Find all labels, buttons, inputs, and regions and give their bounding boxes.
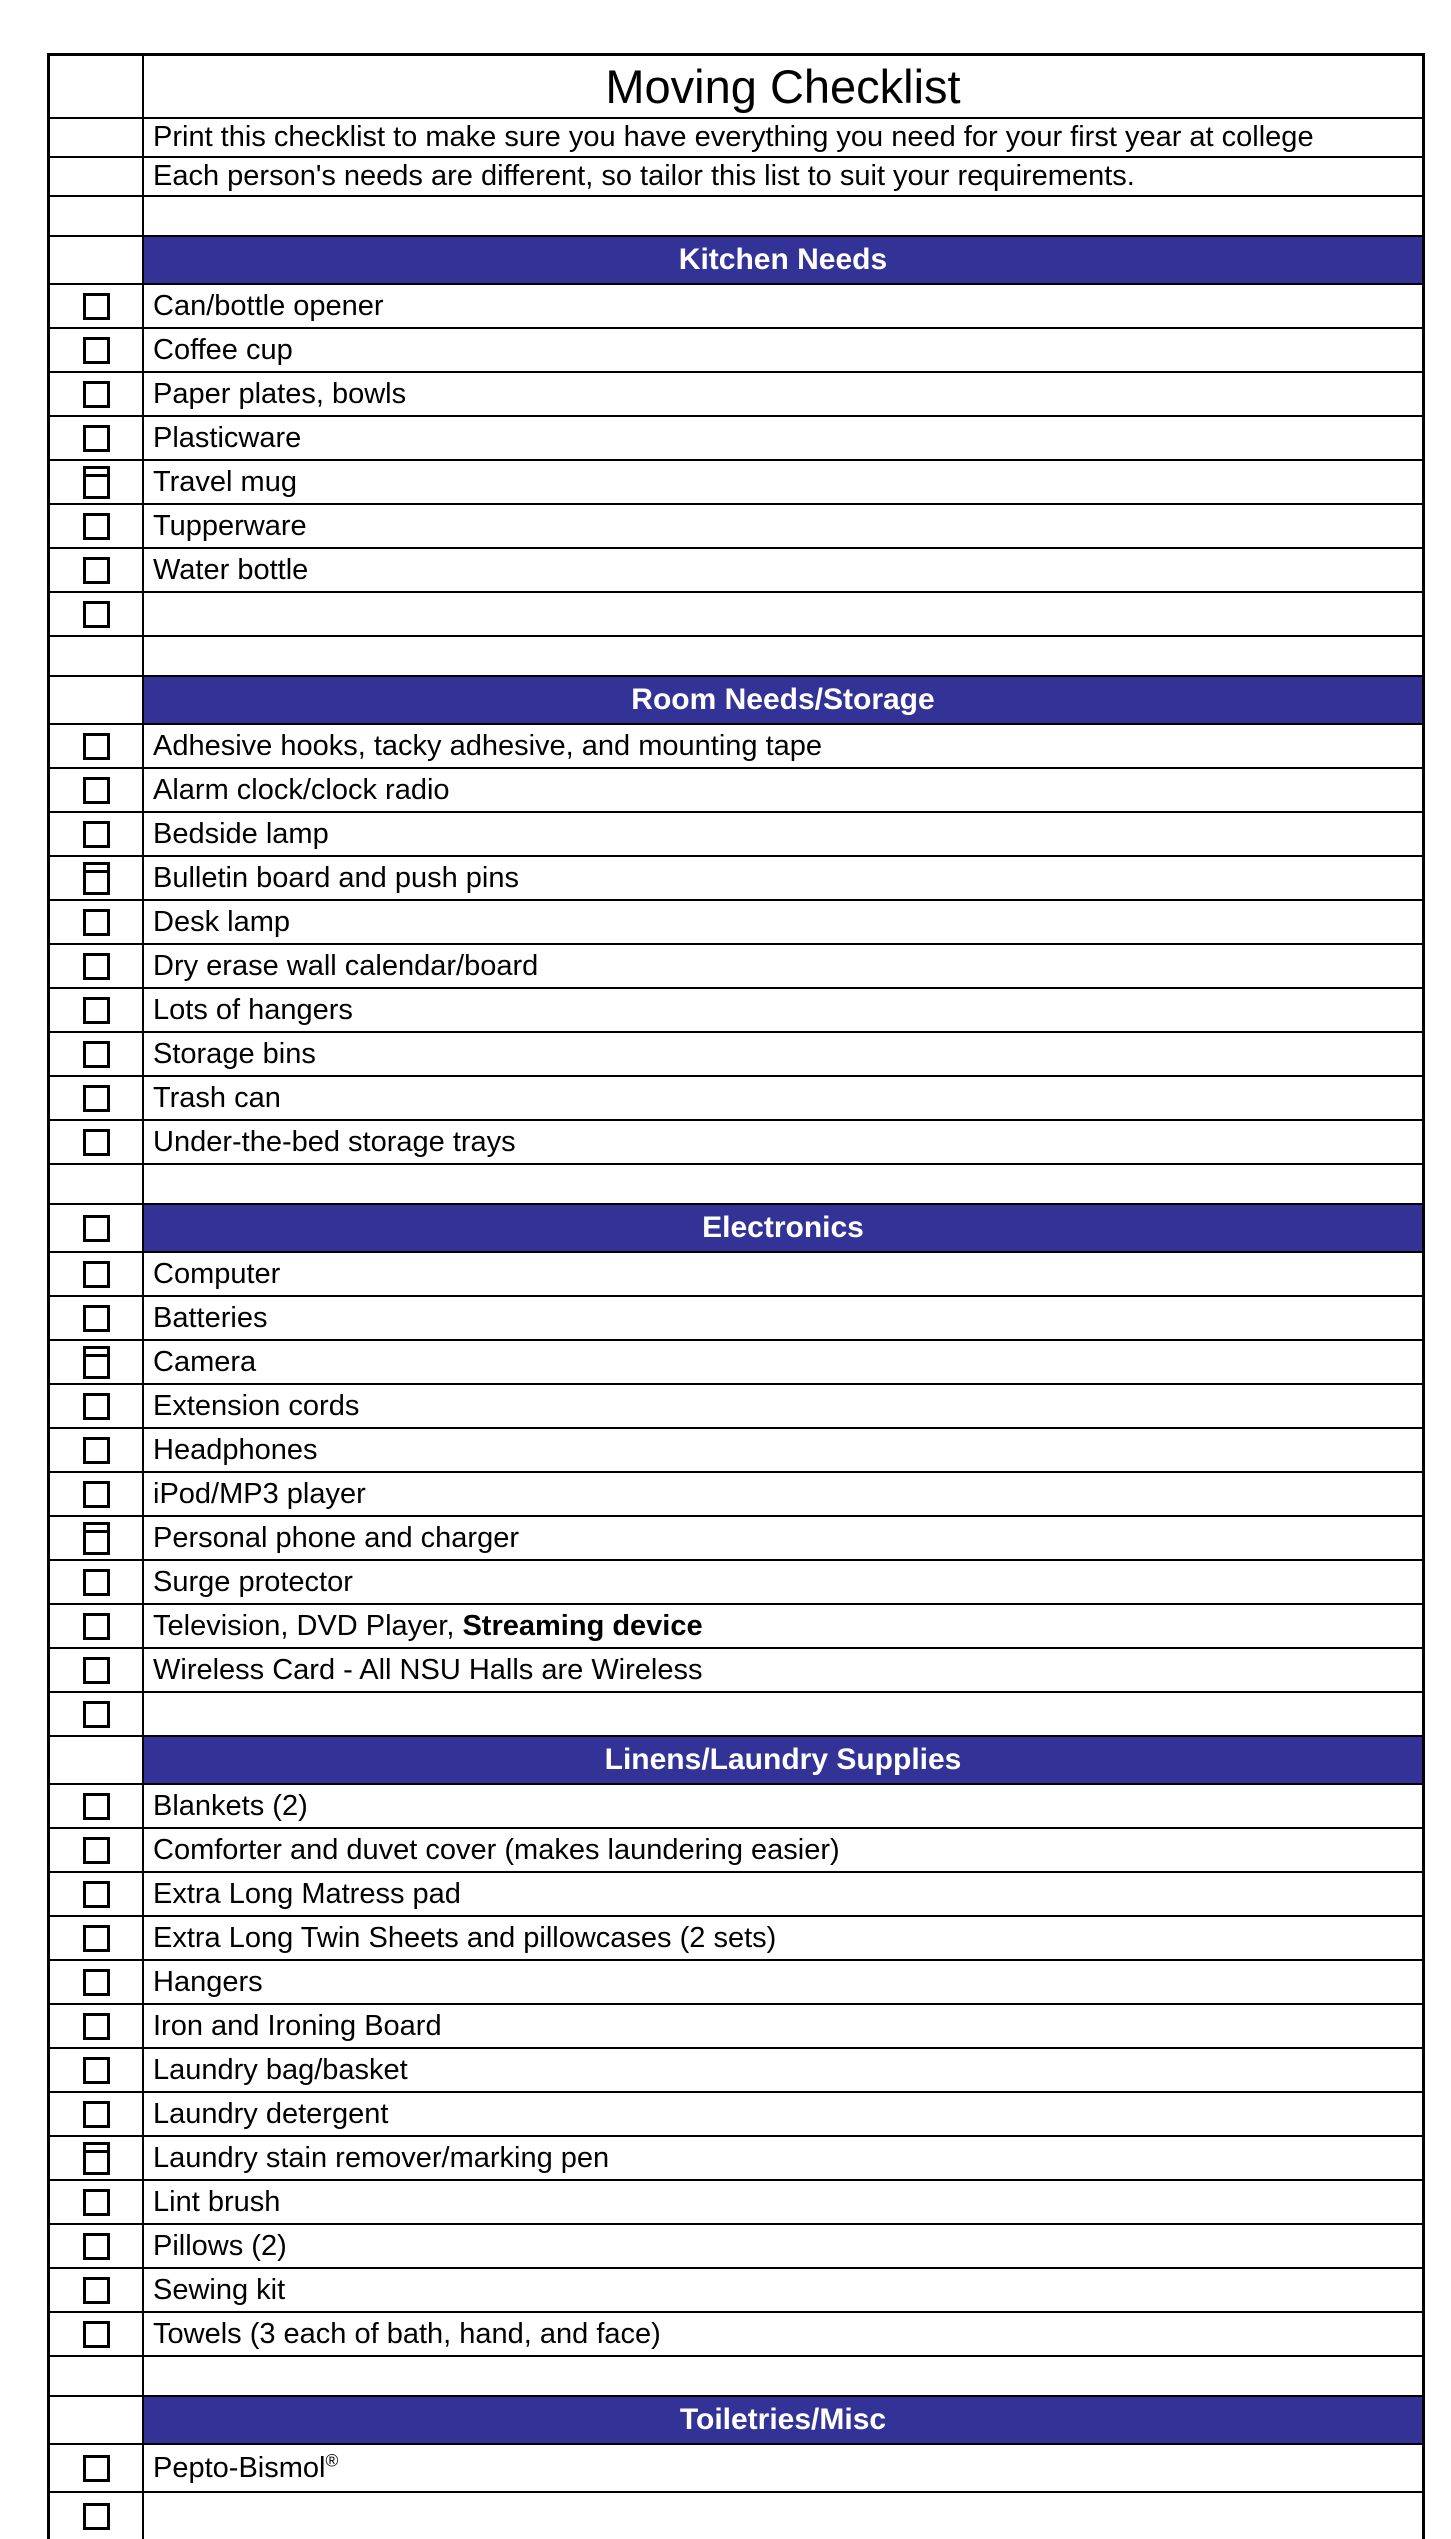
item-label-text: Can/bottle opener [153,289,384,322]
item-label-text: Tupperware [153,509,307,542]
item-label [153,994,353,1027]
item-label-text: Pillows (2) [153,2229,287,2262]
checkbox-cell [50,1033,144,1075]
checkbox-cell [50,158,144,195]
item-label [153,862,519,895]
checklist-item-row [50,415,1422,459]
item-label [153,1038,316,1071]
checkbox-cell [50,549,144,591]
checkbox-cell [50,1429,144,1471]
checklist-item-row [50,767,1422,811]
empty-checklist-row [50,591,1422,635]
item-label [153,290,384,323]
checkbox-cell [50,2269,144,2311]
checklist-item-row [50,1603,1422,1647]
checklist-item-row [50,1427,1422,1471]
item-label-text: Batteries [153,1301,268,1334]
item-label [153,1390,359,1423]
item-label-text: Desk lamp [153,905,290,938]
section-header-row [50,235,1422,283]
checkbox-flap-icon[interactable] [83,1522,110,1555]
item-label-text: Wireless Card - All NSU Halls are Wireless [153,1653,703,1686]
item-label-text: Comforter and duvet cover (makes laundering easier) [153,1833,840,1866]
checklist-item-row [50,2091,1422,2135]
checkbox-cell [50,2137,144,2179]
item-label-text: Laundry bag/basket [153,2053,408,2086]
checklist-item-row [50,987,1422,1031]
checkbox-icon[interactable] [83,1569,110,1596]
checkbox-cell [50,677,144,723]
item-label [153,774,450,807]
registered-trademark-symbol: ® [325,2449,339,2470]
checklist-item-row [50,1383,1422,1427]
item-label [153,1478,366,1511]
item-label-text: Blankets (2) [153,1789,308,1822]
item-label [153,730,822,763]
checkbox-icon[interactable] [83,1613,110,1640]
checkbox-cell [50,989,144,1031]
intro-row [50,117,1422,156]
checkbox-flap-icon[interactable] [83,2142,110,2175]
section-header-label: Linens/Laundry Supplies [604,1743,962,1776]
item-label-text: Water bottle [153,553,309,586]
checklist-item-row [50,1471,1422,1515]
checklist-item-row [50,1783,1422,1827]
checkbox-cell [50,1693,144,1735]
checkbox-icon[interactable] [83,601,110,628]
item-label [153,1790,308,1823]
section-header-label: Electronics [702,1211,864,1244]
checkbox-cell [50,1253,144,1295]
item-label [153,2230,287,2263]
checkbox-icon[interactable] [83,1837,110,1864]
checklist-item-row [50,283,1422,327]
checkbox-cell [50,237,144,283]
item-label [153,1522,519,1555]
item-label [153,1126,516,1159]
checkbox-flap-icon[interactable] [83,1346,110,1379]
item-label [153,334,293,367]
checklist-item-row [50,459,1422,503]
checkbox-cell [50,417,144,459]
item-label-text: Sewing kit [153,2273,286,2306]
checkbox-icon[interactable] [83,1129,110,1156]
spacer-row [50,635,1422,675]
checkbox-icon[interactable] [83,1925,110,1952]
checkbox-icon[interactable] [83,1215,110,1242]
checkbox-cell [50,637,144,675]
item-label-text: Laundry detergent [153,2097,389,2130]
item-label [153,1878,461,1911]
checkbox-icon[interactable] [83,2057,110,2084]
intro-text: Each person's needs are different, so tailor this list to suit your requirements. [153,160,1135,192]
item-label [153,1082,281,1115]
item-label-text: Pepto-Bismol [153,2451,326,2484]
item-label [153,2054,408,2087]
checkbox-flap-icon[interactable] [83,862,110,895]
checkbox-icon[interactable] [83,1657,110,1684]
item-label-text: Hangers [153,1965,263,1998]
checkbox-icon[interactable] [83,1969,110,1996]
checkbox-cell [50,1649,144,1691]
checkbox-icon[interactable] [83,997,110,1024]
checklist-item-row [50,1075,1422,1119]
checkbox-icon[interactable] [83,1393,110,1420]
checkbox-icon[interactable] [83,1305,110,1332]
section-header-row [50,2395,1422,2443]
checklist-item-row [50,2311,1422,2355]
checkbox-icon[interactable] [83,557,110,584]
item-label-text: Extra Long Twin Sheets and pillowcases (2 sets) [153,1921,777,1954]
item-label [153,1834,840,1867]
checkbox-cell [50,1829,144,1871]
checkbox-icon[interactable] [83,821,110,848]
item-label [153,1654,703,1687]
checkbox-icon[interactable] [83,2189,110,2216]
checkbox-cell [50,1473,144,1515]
empty-checklist-row [50,1691,1422,1735]
checkbox-cell [50,1341,144,1383]
checkbox-cell [50,2049,144,2091]
item-label [153,1302,267,1335]
checkbox-icon[interactable] [83,2101,110,2128]
checkbox-cell [50,1385,144,1427]
checklist-item-row [50,1295,1422,1339]
checklist-item-row [50,327,1422,371]
checkbox-cell [50,1785,144,1827]
checklist-item-row [50,943,1422,987]
item-label-text: Storage bins [153,1037,316,1070]
checkbox-icon[interactable] [83,2321,110,2348]
checkbox-cell [50,2181,144,2223]
checkbox-cell [50,1917,144,1959]
item-label [153,906,290,939]
item-label-text: Computer [153,1257,281,1290]
item-label-text: Adhesive hooks, tacky adhesive, and mounting tape [153,729,823,762]
item-label [153,378,406,411]
item-label [153,2098,388,2131]
item-label [153,2449,339,2485]
checkbox-cell [50,329,144,371]
checklist-item-row [50,811,1422,855]
checkbox-icon[interactable] [83,1261,110,1288]
item-label-text: Coffee cup [153,333,293,366]
item-label [153,466,297,499]
section-header-row [50,1735,1422,1783]
item-label-text: Lots of hangers [153,993,353,1026]
checkbox-cell [50,461,144,503]
checklist-item-row [50,1119,1422,1163]
checklist-item-row [50,855,1422,899]
checkbox-icon[interactable] [83,381,110,408]
checkbox-cell [50,1165,144,1203]
checklist-item-row [50,1515,1422,1559]
page-title: Moving Checklist [605,60,961,113]
item-label [153,2186,280,2219]
checkbox-cell [50,505,144,547]
item-label-text: Bulletin board and push pins [153,861,519,894]
intro-row [50,156,1422,195]
item-label [153,2010,442,2043]
checkbox-flap-line [86,1530,107,1533]
checkbox-icon[interactable] [83,777,110,804]
checkbox-flap-line [86,474,107,477]
checklist-item-row [50,503,1422,547]
checkbox-cell [50,1561,144,1603]
checkbox-cell [50,857,144,899]
checkbox-icon[interactable] [83,2013,110,2040]
checkbox-icon[interactable] [83,1701,110,1728]
item-label [153,1434,317,1467]
checkbox-icon[interactable] [83,1481,110,1508]
section-header-row [50,675,1422,723]
checklist-table [47,53,1425,2539]
intro-text: Print this checklist to make sure you have everything you need for your first year at college [153,121,1314,153]
checkbox-cell [50,901,144,943]
checklist-item-row [50,1915,1422,1959]
checkbox-flap-line [86,2150,107,2153]
item-label [153,1922,776,1955]
item-label-text: Paper plates, bowls [153,377,407,410]
checkbox-icon[interactable] [83,1437,110,1464]
checkbox-icon[interactable] [83,425,110,452]
checkbox-icon[interactable] [83,513,110,540]
empty-checklist-row [50,2491,1422,2539]
checkbox-cell [50,197,144,235]
checkbox-cell [50,56,144,117]
item-label-text: Trash can [153,1081,281,1114]
item-label [153,950,538,983]
item-label-text: Extra Long Matress pad [153,1877,461,1910]
item-label-text: Under-the-bed storage trays [153,1125,516,1158]
item-label [153,2142,609,2175]
checkbox-cell [50,2005,144,2047]
item-label-text: Personal phone and charger [153,1521,519,1554]
checkbox-flap-line [86,1354,107,1357]
checkbox-icon[interactable] [83,909,110,936]
checklist-item-row [50,1559,1422,1603]
checkbox-cell [50,2225,144,2267]
checkbox-icon[interactable] [83,337,110,364]
checklist-item-row [50,2223,1422,2267]
checkbox-icon[interactable] [83,1793,110,1820]
section-header-row [50,1203,1422,1251]
item-label-text: Headphones [153,1433,318,1466]
item-label-bold-part: Streaming device [462,1609,703,1642]
checkbox-cell [50,813,144,855]
checkbox-flap-icon[interactable] [83,466,110,499]
item-label-text: Iron and Ironing Board [153,2009,442,2042]
checkbox-cell [50,285,144,327]
item-label-text: Extension cords [153,1389,360,1422]
spacer-row [50,1163,1422,1203]
item-label-text: Bedside lamp [153,817,329,850]
checklist-item-row [50,1647,1422,1691]
item-label [153,422,301,455]
checkbox-cell [50,2313,144,2355]
item-label-text: Travel mug [153,465,297,498]
checkbox-icon[interactable] [83,2277,110,2304]
item-label-text: iPod/MP3 player [153,1477,366,1510]
checklist-item-row [50,1871,1422,1915]
checklist-item-row [50,2267,1422,2311]
item-label-text: Dry erase wall calendar/board [153,949,539,982]
checkbox-icon[interactable] [83,953,110,980]
checklist-item-row [50,1339,1422,1383]
item-label [153,2318,661,2351]
checkbox-icon[interactable] [83,2503,110,2530]
item-label [153,818,329,851]
checkbox-cell [50,725,144,767]
item-label [153,1610,703,1643]
spacer-row [50,195,1422,235]
checklist-item-row [50,2179,1422,2223]
spacer-row [50,2355,1422,2395]
checkbox-cell [50,373,144,415]
checkbox-flap-line [86,870,107,873]
checklist-item-row [50,371,1422,415]
item-label-text: Alarm clock/clock radio [153,773,450,806]
section-header-label: Kitchen Needs [678,243,888,276]
checkbox-cell [50,2093,144,2135]
item-label-part: Television, DVD Player, [153,1609,463,1642]
checkbox-cell [50,593,144,635]
checkbox-icon[interactable] [83,733,110,760]
checklist-item-row [50,2443,1422,2491]
item-label-text: Surge protector [153,1565,353,1598]
checklist-item-row [50,2003,1422,2047]
checkbox-cell [50,2357,144,2395]
checkbox-icon[interactable] [83,1085,110,1112]
item-label [153,2274,285,2307]
title-row [50,56,1422,117]
checkbox-icon[interactable] [83,293,110,320]
checkbox-cell [50,769,144,811]
checklist-item-row [50,899,1422,943]
item-label [153,1258,280,1291]
section-header-label: Room Needs/Storage [631,683,935,716]
checkbox-cell [50,2397,144,2443]
checkbox-cell [50,1961,144,2003]
item-label-text: Camera [153,1345,257,1378]
checkbox-cell [50,1605,144,1647]
checklist-item-row [50,547,1422,591]
checklist-item-row [50,1827,1422,1871]
item-label-text: Laundry stain remover/marking pen [153,2141,610,2174]
checkbox-cell [50,1297,144,1339]
checkbox-cell [50,1873,144,1915]
item-label-text: Plasticware [153,421,302,454]
checklist-item-row [50,1031,1422,1075]
checklist-item-row [50,2135,1422,2179]
checkbox-icon[interactable] [83,1881,110,1908]
checkbox-icon[interactable] [83,2233,110,2260]
checkbox-icon[interactable] [83,1041,110,1068]
item-label-text: Towels (3 each of bath, hand, and face) [153,2317,661,2350]
checkbox-cell [50,2445,144,2491]
checklist-item-row [50,723,1422,767]
checklist-item-row [50,1251,1422,1295]
checkbox-cell [50,1121,144,1163]
checkbox-icon[interactable] [83,2455,110,2482]
item-label [153,1346,256,1379]
checkbox-cell [50,945,144,987]
item-label [153,510,307,543]
item-label [153,554,308,587]
item-label [153,1566,353,1599]
item-label [153,1966,263,1999]
checklist-item-row [50,1959,1422,2003]
checkbox-cell [50,1517,144,1559]
checklist-item-row [50,2047,1422,2091]
checkbox-cell [50,1077,144,1119]
item-label-text: Lint brush [153,2185,281,2218]
checkbox-cell [50,119,144,156]
checkbox-cell [50,1737,144,1783]
section-header-label: Toiletries/Misc [679,2403,887,2436]
checkbox-cell [50,1205,144,1251]
